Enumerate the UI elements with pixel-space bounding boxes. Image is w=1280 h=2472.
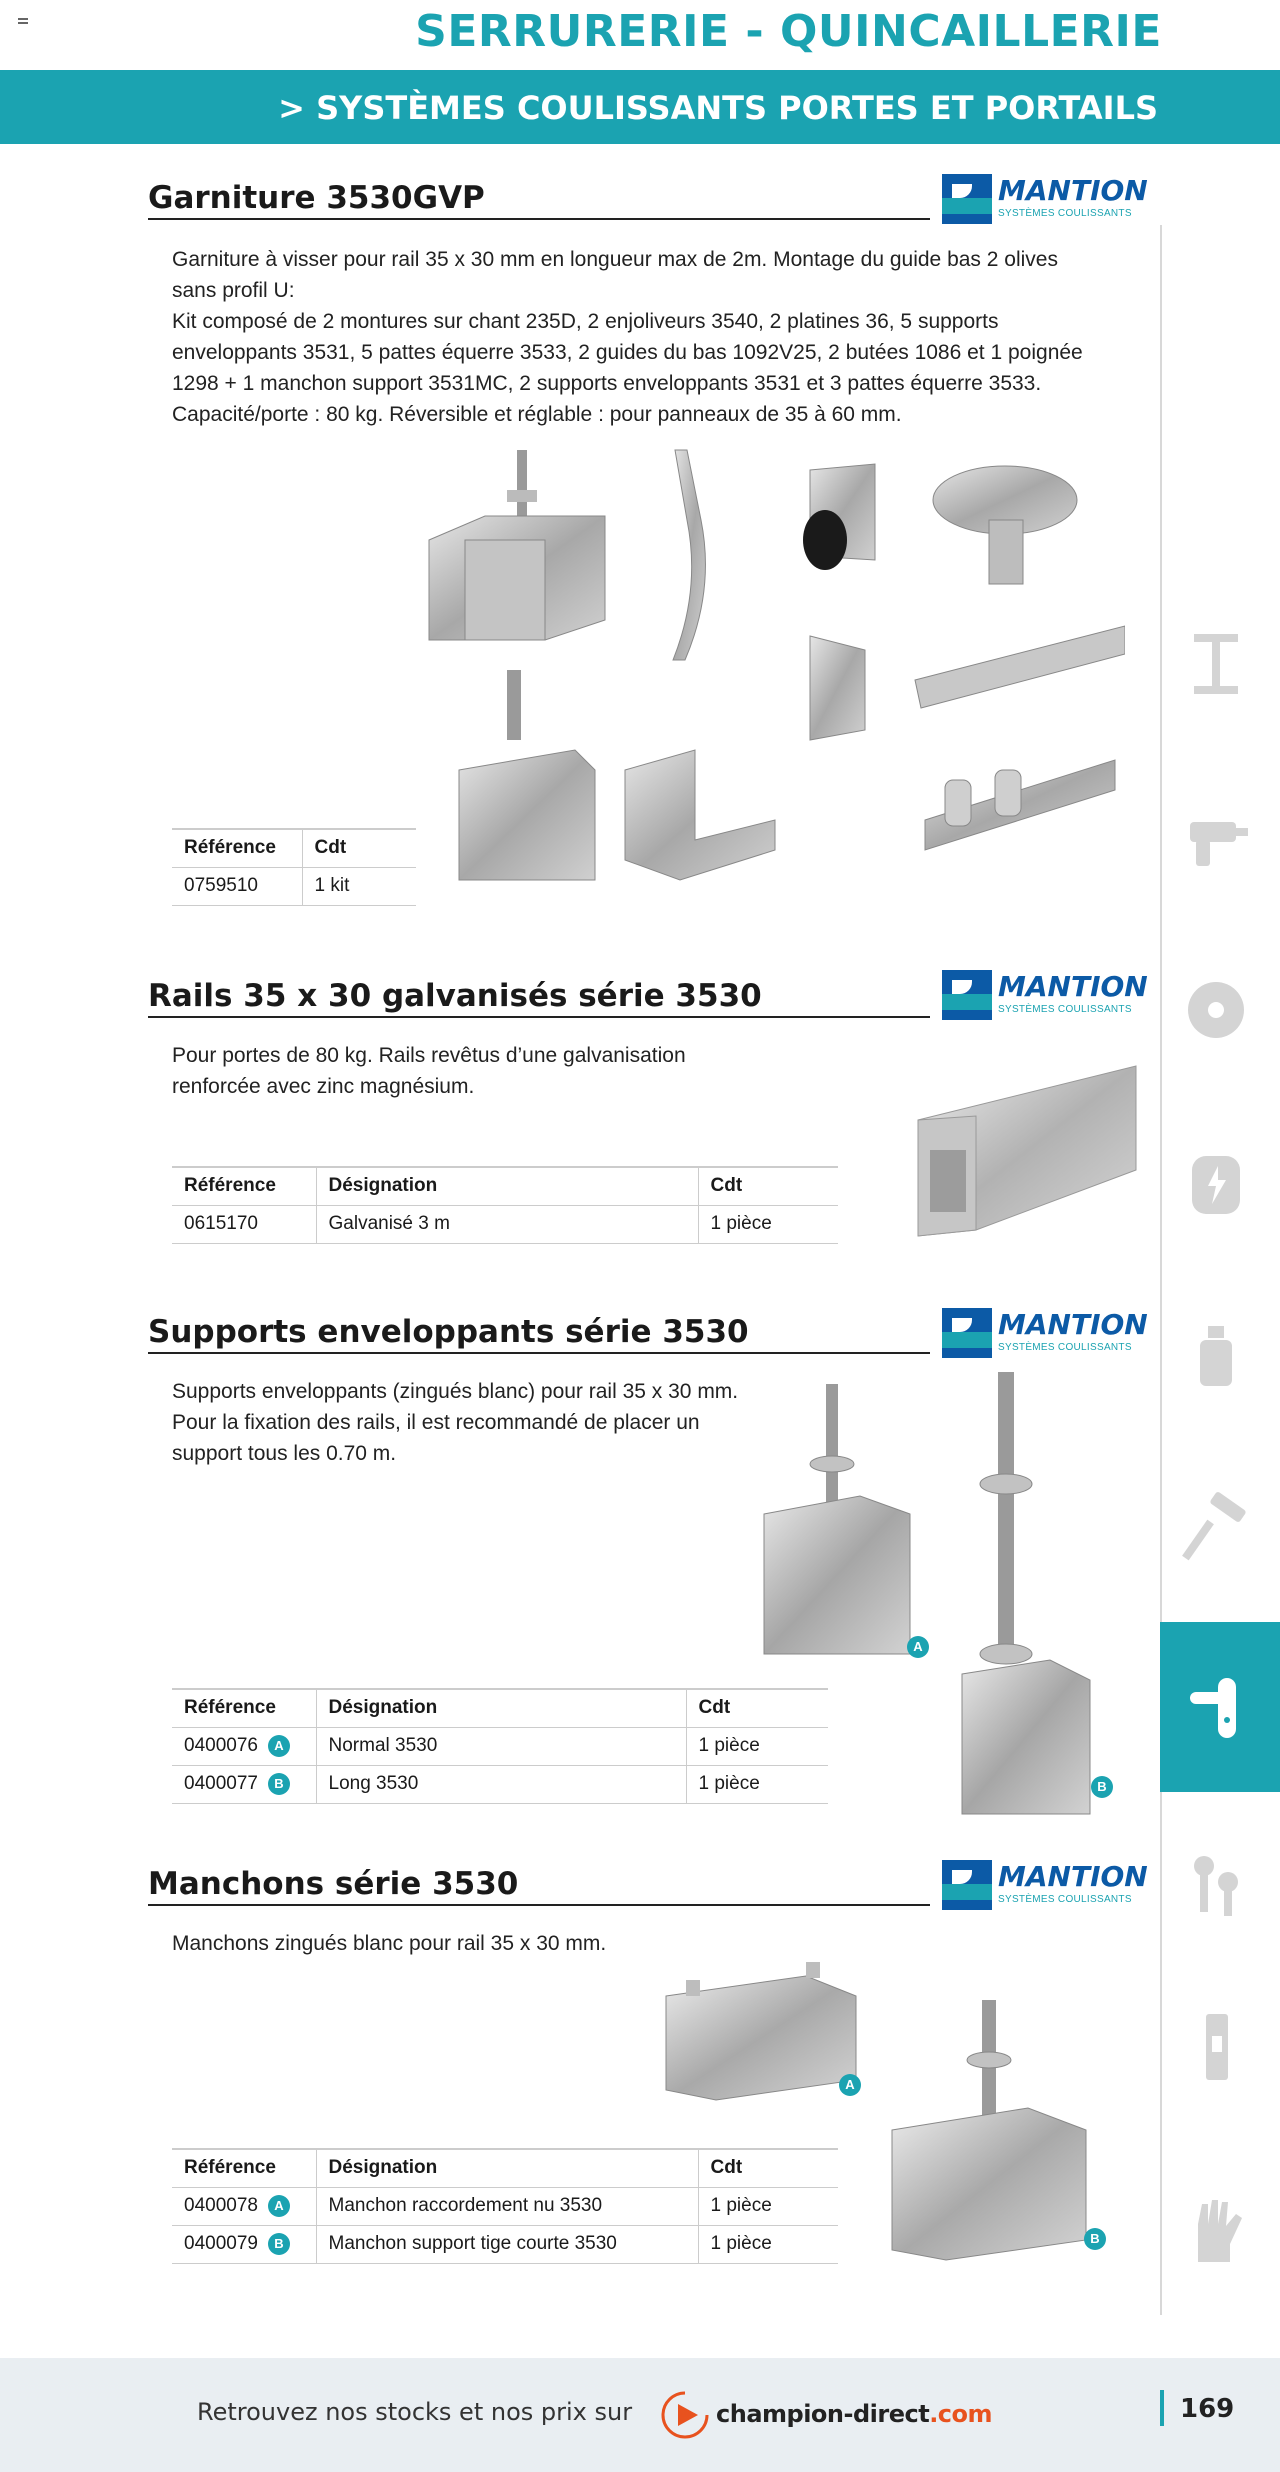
product-image-rail	[916, 1060, 1140, 1250]
section-description: Pour portes de 80 kg. Rails revêtus d’une galvanisation renforcée avec zinc magnésium.	[172, 1044, 686, 1098]
saw-blade-icon[interactable]	[1180, 974, 1252, 1046]
spray-icon[interactable]	[1180, 1318, 1252, 1390]
section-title: Rails 35 x 30 galvanisés série 3530	[148, 978, 762, 1014]
hammer-icon[interactable]	[1180, 1490, 1252, 1562]
product-image-kit	[425, 440, 1125, 910]
table-header: Cdt	[698, 2149, 838, 2187]
section-description: Supports enveloppants (zingués blanc) pour rail 35 x 30 mm. Pour la fixation des rails, il est recommandé de placer un support tous les 0.70 m.	[172, 1380, 739, 1465]
table-header: Cdt	[698, 1167, 838, 1205]
mantion-logo: MANTION SYSTÈMES COULISSANTS	[942, 1858, 1136, 1912]
variant-badge: A	[268, 1735, 290, 1757]
product-label-b: B	[1084, 2228, 1106, 2250]
product-label-b: B	[1091, 1776, 1113, 1798]
glove-icon[interactable]	[1180, 2194, 1252, 2266]
menu-icon[interactable]	[18, 18, 28, 26]
section-divider	[148, 218, 930, 220]
reference-table	[172, 1166, 838, 1244]
table-row: 0400078 A Manchon raccordement nu 3530 1 pièce	[172, 2187, 838, 2225]
mantion-logo: MANTION SYSTÈMES COULISSANTS	[942, 968, 1136, 1022]
table-header: Désignation	[316, 1689, 686, 1727]
product-label-a: A	[839, 2074, 861, 2096]
table-header: Cdt	[686, 1689, 828, 1727]
reference-table	[172, 828, 416, 906]
safety-icon[interactable]	[1180, 1148, 1252, 1220]
mantion-logo: MANTION SYSTÈMES COULISSANTS	[942, 1306, 1136, 1360]
table-row: 0400077 B Long 3530 1 pièce	[172, 1765, 828, 1803]
section-title: Supports enveloppants série 3530	[148, 1314, 749, 1350]
variant-badge: B	[268, 2233, 290, 2255]
table-row: 0400076 A Normal 3530 1 pièce	[172, 1727, 828, 1765]
screws-icon[interactable]	[1180, 1848, 1252, 1920]
section-title: Garniture 3530GVP	[148, 180, 485, 216]
play-icon	[660, 2390, 710, 2440]
table-header: Référence	[172, 829, 302, 867]
table-header: Désignation	[316, 2149, 698, 2187]
beam-icon[interactable]	[1180, 628, 1252, 700]
reference-table	[172, 2148, 838, 2264]
page-footer	[0, 2358, 1280, 2472]
mantion-logo: MANTION SYSTÈMES COULISSANTS	[942, 172, 1136, 226]
table-row: 0400079 B Manchon support tige courte 3530 1 pièce	[172, 2225, 838, 2263]
section-title: Manchons série 3530	[148, 1866, 519, 1902]
table-header: Désignation	[316, 1167, 698, 1205]
subtitle-bar	[0, 70, 1280, 144]
page-number-bar	[1160, 2390, 1164, 2426]
section-divider	[148, 1016, 930, 1018]
reference-table	[172, 1688, 828, 1804]
door-handle-icon[interactable]	[1180, 1672, 1252, 1744]
champion-direct-link[interactable]: champion-direct.com	[660, 2390, 1000, 2440]
table-header: Référence	[172, 1689, 316, 1727]
table-header: Référence	[172, 1167, 316, 1205]
table-header: Cdt	[302, 829, 416, 867]
section-divider	[148, 1904, 930, 1906]
variant-badge: A	[268, 2195, 290, 2217]
product-label-a: A	[907, 1636, 929, 1658]
section-divider	[148, 1352, 930, 1354]
table-row: 0615170 Galvanisé 3 m 1 pièce	[172, 1205, 838, 1243]
section-description: Garniture à visser pour rail 35 x 30 mm en longueur max de 2m. Montage du guide bas 2 olives sans profil U: Kit composé de 2 montures sur chant 235D, 2 enjoliveurs 3540, 2 platines 36, 5 supports enveloppants 3531, 5 pattes équerre 3533, 2 guides du bas 1092V25, 2 butées 1086 et 1 poignée 1298 + 1 manchon support 3531MC, 2 supports enveloppants 3531 et 3 pattes équerre 3533. Capacité/porte : 80 kg. Réversible et réglable : pour panneaux de 35 à 60 mm.	[172, 248, 1083, 426]
page-subtitle: > SYSTÈMES COULISSANTS PORTES ET PORTAILS	[278, 89, 1158, 127]
table-row: 0759510 1 kit	[172, 867, 416, 905]
table-header: Référence	[172, 2149, 316, 2187]
drill-icon[interactable]	[1180, 800, 1252, 872]
page-number: 169	[1180, 2394, 1235, 2424]
level-icon[interactable]	[1180, 2010, 1252, 2082]
footer-text: Retrouvez nos stocks et nos prix sur	[197, 2398, 633, 2426]
section-description: Manchons zingués blanc pour rail 35 x 30 mm.	[172, 1932, 607, 1955]
variant-badge: B	[268, 1773, 290, 1795]
sidebar-divider	[1160, 225, 1162, 2315]
page-title: SERRURERIE - QUINCAILLERIE	[415, 6, 1162, 57]
